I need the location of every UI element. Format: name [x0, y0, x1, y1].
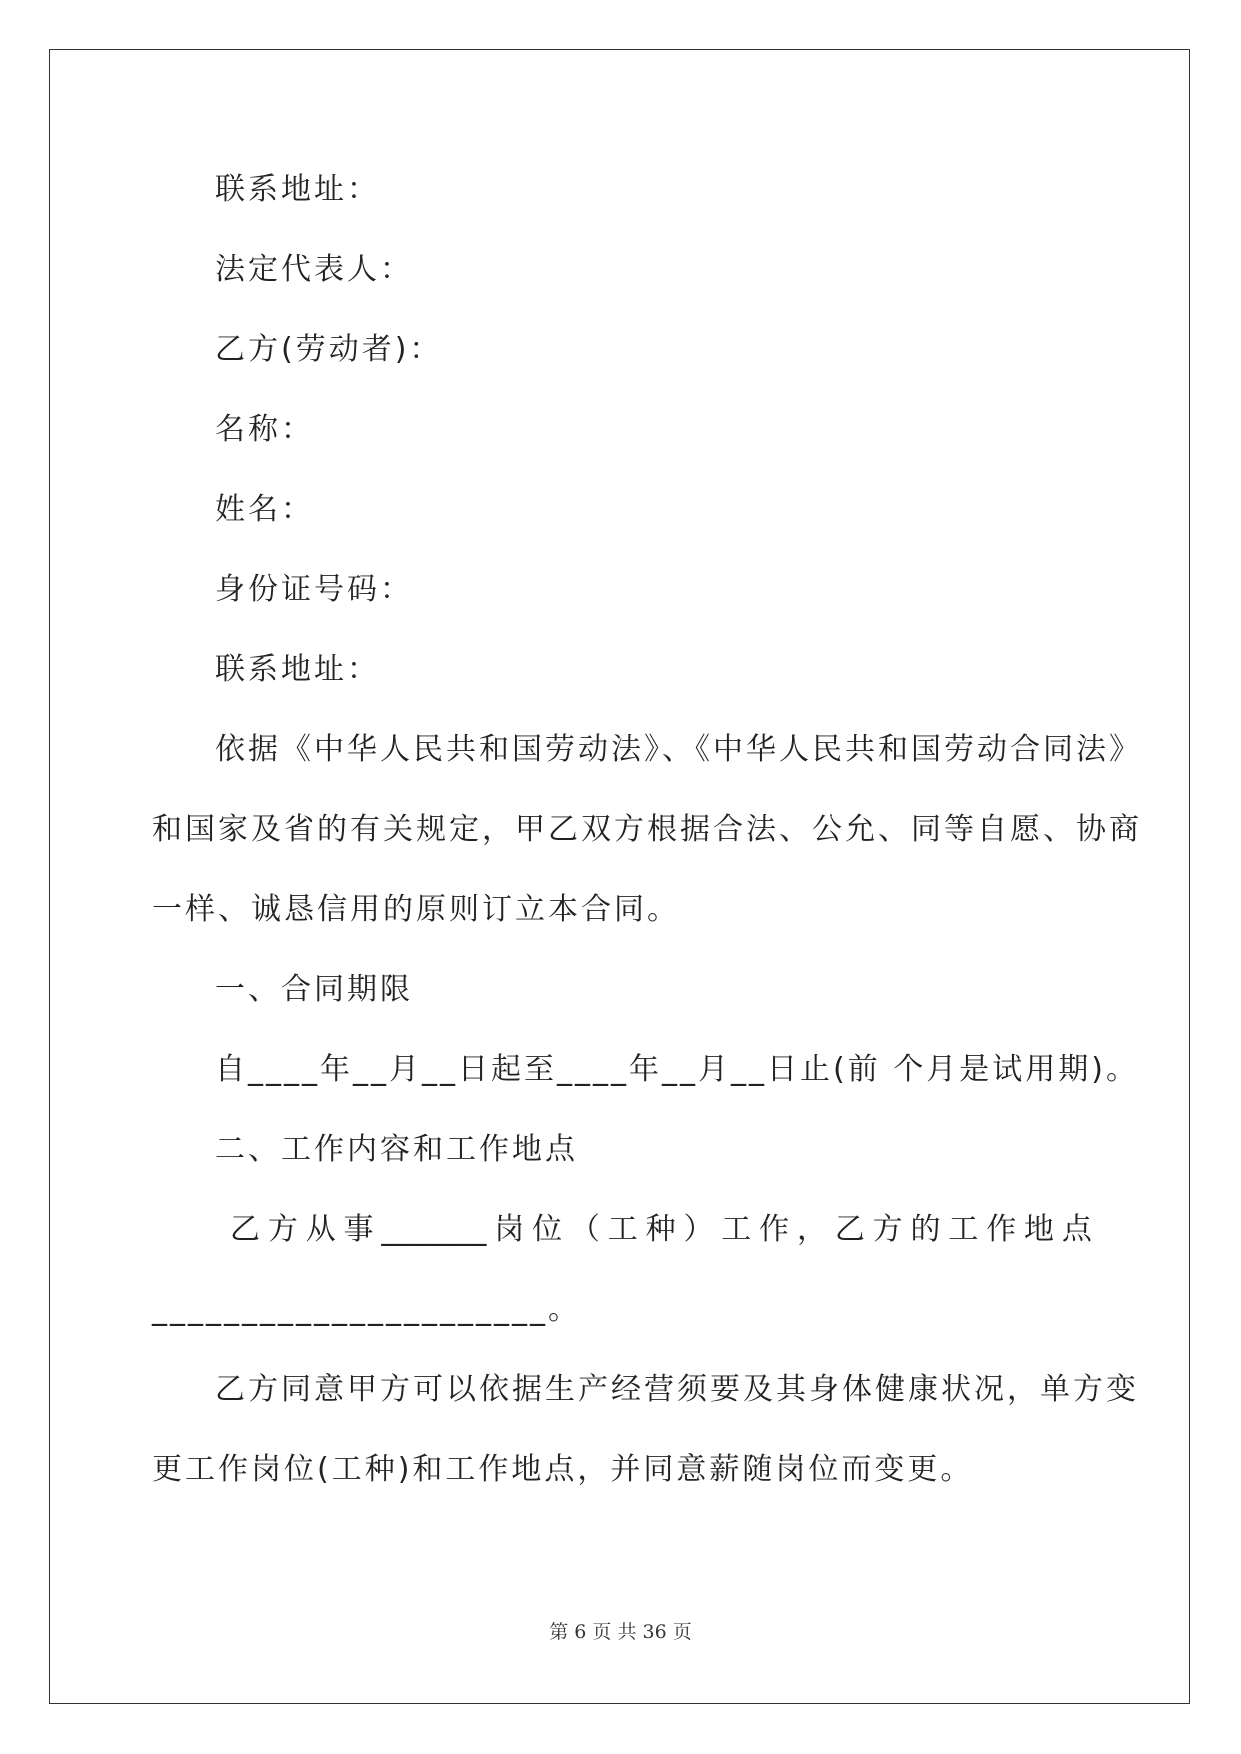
job-char: 从 [305, 1212, 336, 1247]
preamble-line-1: 依据《中华人民共和国劳动法》、《中华人民共和国劳动合同法》 [215, 732, 1142, 767]
contact-address-label: 联系地址： [215, 172, 380, 207]
job-char: ， [796, 1212, 827, 1247]
job-char: 作 [986, 1212, 1017, 1247]
job-char: 工 [721, 1212, 752, 1247]
job-char: 地 [1024, 1212, 1055, 1247]
section-1-heading: 一、合同期限 [215, 972, 413, 1007]
job-position-line [152, 1210, 1092, 1250]
job-char: 点 [1061, 1212, 1092, 1247]
job-char: 岗 [494, 1212, 525, 1247]
contact-address-label-b: 联系地址： [215, 652, 380, 687]
legal-representative-label: 法定代表人： [215, 252, 413, 287]
party-b-heading: 乙方(劳动者)： [215, 332, 443, 367]
job-char: 乙 [834, 1212, 865, 1247]
job-char: ） [683, 1212, 714, 1247]
preamble-line-3: 一样、诚恳信用的原则订立本合同。 [152, 892, 680, 927]
name-label: 名称： [215, 412, 314, 447]
job-blank: _______ [381, 1212, 487, 1247]
consent-line-2: 更工作岗位(工种)和工作地点，并同意薪随岗位而变更。 [152, 1452, 974, 1487]
job-char: 种 [645, 1212, 676, 1247]
page-number: 第 6 页 共 36 页 [549, 1621, 692, 1643]
job-char: 作 [759, 1212, 790, 1247]
job-char: 工 [948, 1212, 979, 1247]
job-char: 方 [267, 1212, 298, 1247]
section-2-heading: 二、工作内容和工作地点 [215, 1132, 578, 1167]
contract-term-line: 自____年__月__日起至____年__月__日止(前 个月是试用期)。 [215, 1052, 1139, 1087]
job-char: 乙 [230, 1212, 260, 1247]
work-location-blank: ______________________。 [152, 1292, 581, 1327]
id-number-label: 身份证号码： [215, 572, 413, 607]
job-char: （ [569, 1212, 600, 1247]
job-char: 工 [607, 1212, 638, 1247]
job-char: 方 [872, 1212, 903, 1247]
preamble-line-2: 和国家及省的有关规定，甲乙双方根据合法、公允、同等自愿、协商 [152, 812, 1142, 847]
job-char: 事 [343, 1212, 374, 1247]
full-name-label: 姓名： [215, 492, 314, 527]
job-char: 位 [532, 1212, 563, 1247]
job-char: 的 [910, 1212, 941, 1247]
consent-line-1: 乙方同意甲方可以依据生产经营须要及其身体健康状况，单方变 [215, 1372, 1139, 1407]
